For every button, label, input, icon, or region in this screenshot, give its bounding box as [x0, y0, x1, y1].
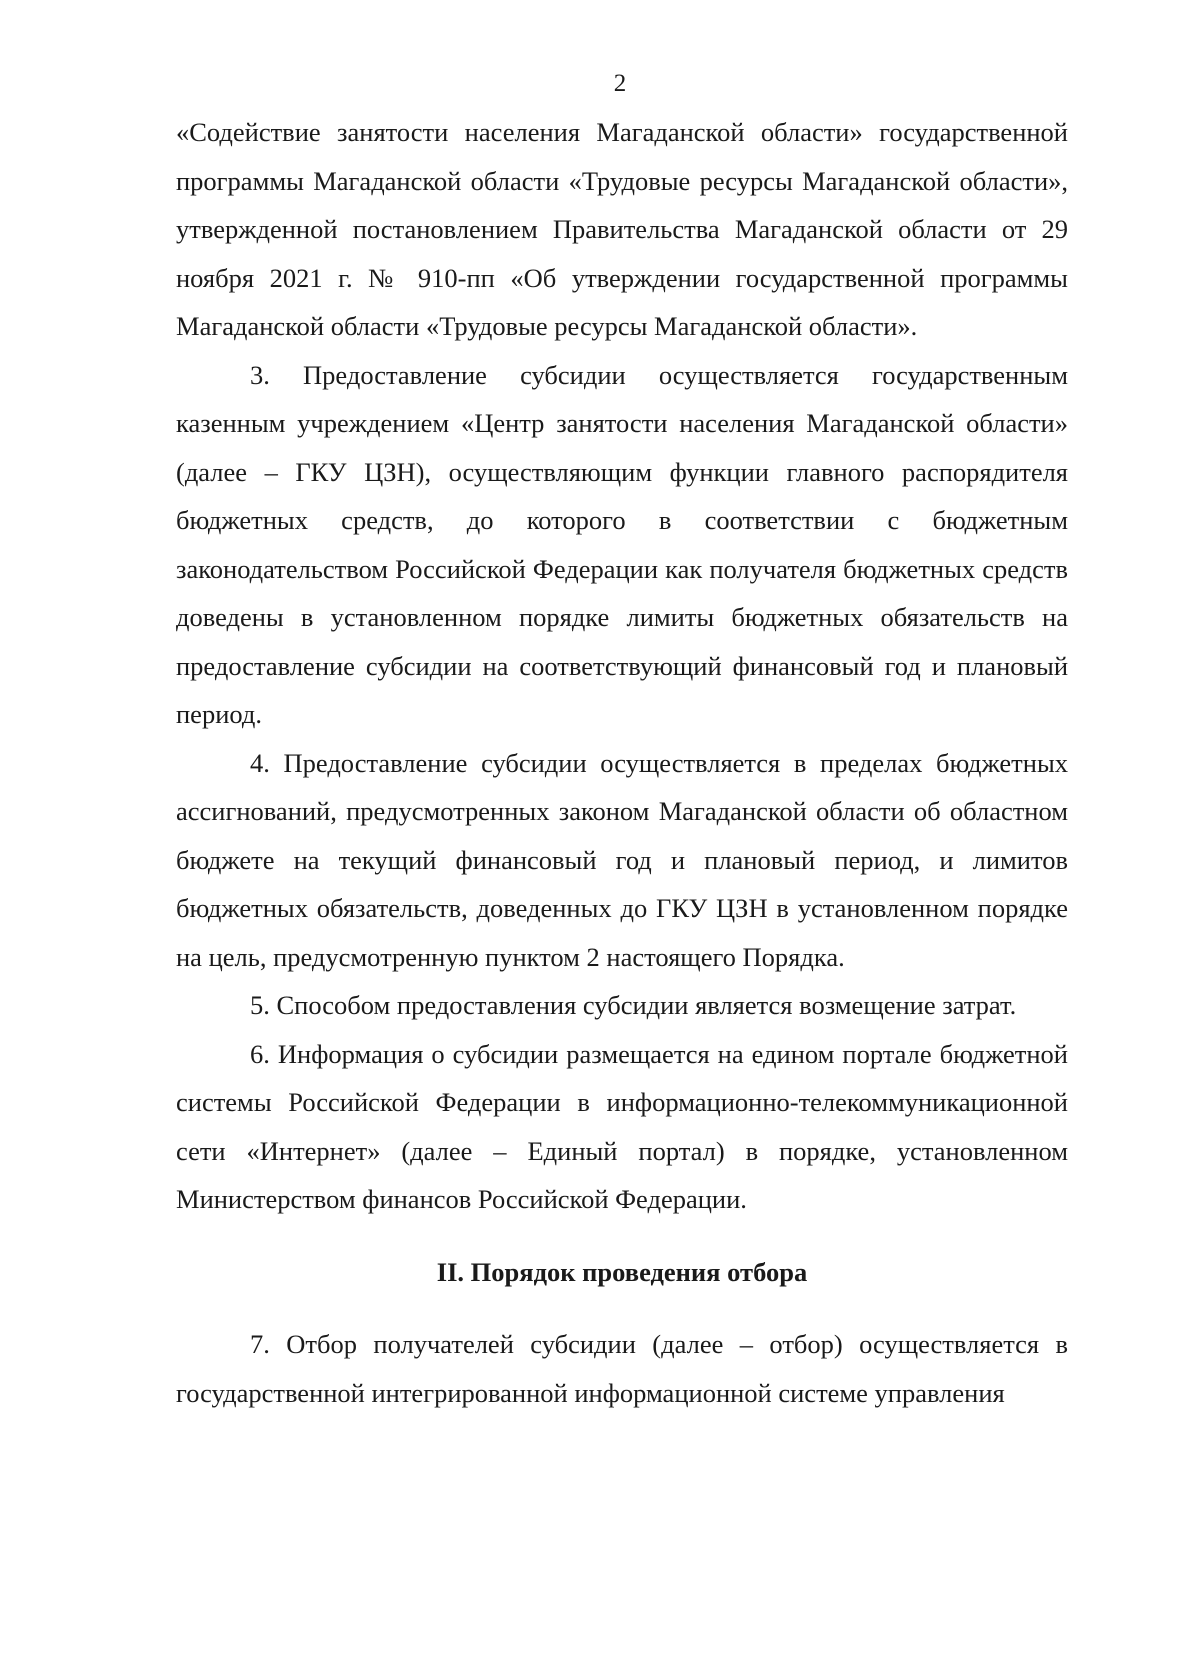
paragraph-4: 4. Предоставление субсидии осуществляется в пределах бюджетных ассигнований, предусмотренных законом Магаданской области об областном бюджете на текущий финансовый год и плановый период, и лимитов бюджетных обязательств, доведенных до ГКУ ЦЗН в установленном порядке на цель, предусмотренную пунктом 2 настоящего Порядка. [176, 747, 1068, 972]
section-heading: II. Порядок проведения отбора [436, 1256, 808, 1287]
document-body [176, 108, 1068, 1417]
paragraph-5: 5. Способом предоставления субсидии является возмещение затрат. [250, 990, 1017, 1020]
paragraph-7: 7. Отбор получателей субсидии (далее – отбор) осуществляется в государственной интегрированной информационной системе управления [176, 1329, 1068, 1408]
paragraph-6: 6. Информация о субсидии размещается на едином портале бюджетной системы Российской Федерации в информационно-телекоммуникационной сети «Интернет» (далее – Единый портал) в порядке, установленном Министерством финансов Российской Федерации. [176, 1038, 1068, 1214]
page-number: 2 [613, 70, 627, 97]
paragraph-2-continuation: «Содействие занятости населения Магаданской области» государственной программы Магаданской области «Трудовые ресурсы Магаданской области», утвержденной постановлением Правительства Магаданской области от 29 ноября 2021 г. № 910-пп «Об утверждении государственной программы Магаданской области «Трудовые ресурсы Магаданской области». [176, 117, 1068, 341]
paragraph-3: 3. Предоставление субсидии осуществляется государственным казенным учреждением «Центр занятости населения Магаданской области» (далее – ГКУ ЦЗН), осуществляющим функции главного распорядителя бюджетных средств, до которого в соответствии с бюджетным законодательством Российской Федерации как получателя бюджетных средств доведены в установленном порядке лимиты бюджетных обязательств на предоставление субсидии на соответствующий финансовый год и плановый период. [176, 359, 1068, 729]
